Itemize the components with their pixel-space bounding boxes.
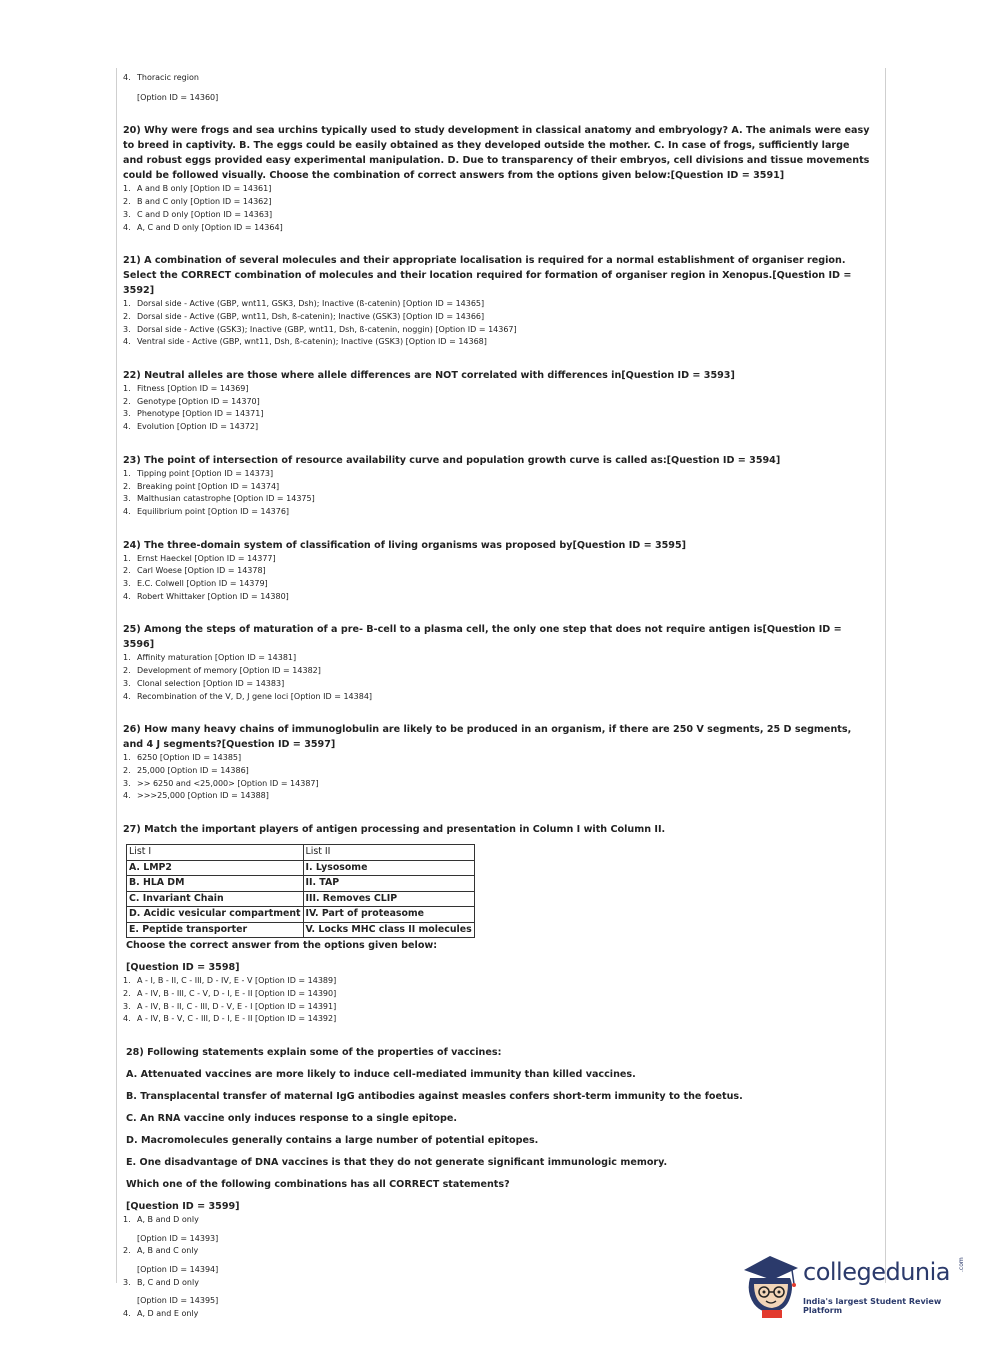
page-border-right bbox=[885, 68, 886, 1283]
option-item: 3. A - IV, B - II, C - III, D - V, E - I [Option ID = 14391] bbox=[123, 1001, 337, 1011]
option-id: [Option ID = 14394] bbox=[137, 1265, 219, 1275]
question-id: [Question ID = 3598] bbox=[126, 962, 240, 974]
option-item: 1. A - I, B - II, C - III, D - IV, E - V [Option ID = 14389] bbox=[123, 976, 337, 986]
question-text: 28) Following statements explain some of the properties of vaccines: bbox=[126, 1046, 502, 1058]
collegedunia-logo bbox=[740, 1246, 970, 1326]
question-25 bbox=[123, 622, 873, 703]
option-item: 3. >> 6250 and <25,000> [Option ID = 14387] bbox=[123, 778, 319, 788]
table-cell: IV. Part of proteasome bbox=[303, 907, 474, 923]
question-23 bbox=[123, 453, 873, 519]
option-item: 4. Ventral side - Active (GBP, wnt11, Dsh, ß-catenin); Inactive (GSK3) [Option ID = 14368] bbox=[123, 337, 487, 347]
option-item: 3. Malthusian catastrophe [Option ID = 14375] bbox=[123, 494, 315, 504]
option-item: 2. A - IV, B - III, C - V, D - I, E - II [Option ID = 14390] bbox=[123, 988, 337, 998]
question-text: 23) The point of intersection of resource availability curve and population growth curve is called as:[Question ID = 3594] bbox=[123, 454, 781, 466]
question-text: 24) The three-domain system of classification of living organisms was proposed by[Question ID = 3595] bbox=[123, 539, 687, 551]
question-21 bbox=[123, 253, 873, 349]
option-item: 3. C and D only [Option ID = 14363] bbox=[123, 209, 273, 219]
option-item: 4. Evolution [Option ID = 14372] bbox=[123, 422, 259, 432]
option-item: 1. Dorsal side - Active (GBP, wnt11, GSK3, Dsh); Inactive (ß-catenin) [Option ID = 14365] bbox=[123, 299, 485, 309]
option-id: [Option ID = 14395] bbox=[137, 1296, 219, 1306]
option-item: 3. E.C. Colwell [Option ID = 14379] bbox=[123, 579, 268, 589]
option-item: 4. Robert Whittaker [Option ID = 14380] bbox=[123, 591, 289, 601]
option-item: 4. >>>25,000 [Option ID = 14388] bbox=[123, 791, 269, 801]
table-cell: A. LMP2 bbox=[127, 860, 304, 876]
question-text: 26) How many heavy chains of immunoglobulin are likely to be produced in an organism, if there are 250 V segments, 25 D segments, and 4 J segments?[Question ID = 3597] bbox=[123, 724, 852, 751]
option-item: 3. B, C and D only bbox=[123, 1277, 199, 1287]
question-text: 27) Match the important players of antigen processing and presentation in Column I with Column II. bbox=[123, 824, 666, 836]
table-row bbox=[127, 860, 475, 876]
table-cell: I. Lysosome bbox=[303, 860, 474, 876]
table-row bbox=[127, 891, 475, 907]
question-paper bbox=[123, 72, 873, 1321]
table-cell: B. HLA DM bbox=[127, 876, 304, 892]
option-item: 1. A, B and D only bbox=[123, 1214, 199, 1224]
question-27 bbox=[123, 822, 873, 1026]
table-cell: D. Acidic vesicular compartment bbox=[127, 907, 304, 923]
option-id: [Option ID = 14360] bbox=[137, 92, 219, 102]
page-border-left bbox=[116, 68, 117, 1283]
option-item: 3. Dorsal side - Active (GSK3); Inactive (GBP, wnt11, Dsh, ß-catenin, noggin) [Option ID = 14367] bbox=[123, 324, 517, 334]
option-item: 3. Clonal selection [Option ID = 14383] bbox=[123, 678, 285, 688]
option-id: [Option ID = 14393] bbox=[137, 1233, 219, 1243]
statement: C. An RNA vaccine only induces response to a single epitope. bbox=[126, 1112, 458, 1124]
option-item: 2. A, B and C only bbox=[123, 1246, 199, 1256]
question-20 bbox=[123, 123, 873, 234]
option-item: 4. Thoracic region bbox=[123, 73, 199, 82]
statement: E. One disadvantage of DNA vaccines is that they do not generate significant immunologic memory. bbox=[126, 1156, 668, 1168]
question-text: 25) Among the steps of maturation of a pre- B-cell to a plasma cell, the only one step that does not require antigen is[Question ID = 3596] bbox=[123, 624, 842, 651]
table-row bbox=[127, 907, 475, 923]
option-item: 3. Phenotype [Option ID = 14371] bbox=[123, 409, 264, 419]
table-cell: III. Removes CLIP bbox=[303, 891, 474, 907]
option-item: 1. 6250 [Option ID = 14385] bbox=[123, 753, 242, 763]
option-item: 4. Recombination of the V, D, J gene loci [Option ID = 14384] bbox=[123, 691, 373, 701]
table-row bbox=[127, 876, 475, 892]
mascot-icon bbox=[740, 1248, 802, 1320]
option-item: 2. Development of memory [Option ID = 14382] bbox=[123, 666, 321, 676]
logo-tagline: India's largest Student Review Platform bbox=[803, 1297, 942, 1315]
option-item: 2. Genotype [Option ID = 14370] bbox=[123, 396, 260, 406]
option-item: 1. A and B only [Option ID = 14361] bbox=[123, 184, 272, 194]
statement: B. Transplacental transfer of maternal IgG antibodies against measles confers short-term immunity to the foetus. bbox=[126, 1090, 743, 1102]
option-item: 1. Ernst Haeckel [Option ID = 14377] bbox=[123, 553, 276, 563]
option-item: 4. A, C and D only [Option ID = 14364] bbox=[123, 222, 283, 232]
choose-instruction: Choose the correct answer from the options given below: bbox=[126, 940, 438, 952]
question-id: [Question ID = 3599] bbox=[126, 1200, 240, 1212]
question-26 bbox=[123, 722, 873, 803]
question-text: 21) A combination of several molecules and their appropriate localisation is required for a normal establishment of organiser region. Select the CORRECT combination of molecules and their location required for formation of organiser region in Xenopus.[Question ID = 3592] bbox=[123, 255, 852, 297]
option-item: 4. A - IV, B - V, C - III, D - I, E - II [Option ID = 14392] bbox=[123, 1014, 337, 1024]
option-item: 2. Dorsal side - Active (GBP, wnt11, Dsh, ß-catenin); Inactive (GSK3) [Option ID = 14366] bbox=[123, 311, 485, 321]
match-table bbox=[126, 844, 475, 938]
option-item: 2. Breaking point [Option ID = 14374] bbox=[123, 481, 280, 491]
option-item: 2. Carl Woese [Option ID = 14378] bbox=[123, 566, 266, 576]
option-item: 2. 25,000 [Option ID = 14386] bbox=[123, 765, 249, 775]
table-cell: E. Peptide transporter bbox=[127, 922, 304, 938]
table-cell: C. Invariant Chain bbox=[127, 891, 304, 907]
question-text: 20) Why were frogs and sea urchins typically used to study development in classical anatomy and embryology? A. The animals were easy to breed in captivity. B. The eggs could be easily obtained as they developed outside the mother. C. In case of frogs, sufficiently large and robust eggs provided easy experimental manipulation. D. Due to transparency of their embryos, cell divisions and tissue movements could be followed visually. Choose the combination of correct answers from the options given below:[Question ID = 3591] bbox=[123, 125, 870, 182]
option-item: 4. Equilibrium point [Option ID = 14376] bbox=[123, 506, 290, 516]
table-cell: V. Locks MHC class II molecules bbox=[303, 922, 474, 938]
option-item: 4. A, D and E only bbox=[123, 1309, 199, 1319]
statement: D. Macromolecules generally contains a large number of potential epitopes. bbox=[126, 1134, 539, 1146]
table-cell: List I bbox=[127, 845, 304, 861]
table-cell: II. TAP bbox=[303, 876, 474, 892]
question-24 bbox=[123, 538, 873, 604]
statement: Which one of the following combinations has all CORRECT statements? bbox=[126, 1178, 510, 1190]
logo-suffix: .com bbox=[958, 1257, 965, 1272]
option-item: 1. Fitness [Option ID = 14369] bbox=[123, 384, 249, 394]
statement: A. Attenuated vaccines are more likely to induce cell-mediated immunity than killed vaccines. bbox=[126, 1068, 636, 1080]
option-item: 1. Affinity maturation [Option ID = 14381] bbox=[123, 653, 297, 663]
logo-wordmark: collegedunia bbox=[803, 1258, 951, 1286]
option-item: 1. Tipping point [Option ID = 14373] bbox=[123, 468, 274, 478]
table-cell: List II bbox=[303, 845, 474, 861]
option-item: 2. B and C only [Option ID = 14362] bbox=[123, 197, 272, 207]
question-text: 22) Neutral alleles are those where allele differences are NOT correlated with differences in[Question ID = 3593] bbox=[123, 370, 735, 382]
question-22 bbox=[123, 368, 873, 434]
table-row bbox=[127, 922, 475, 938]
table-row bbox=[127, 845, 475, 861]
